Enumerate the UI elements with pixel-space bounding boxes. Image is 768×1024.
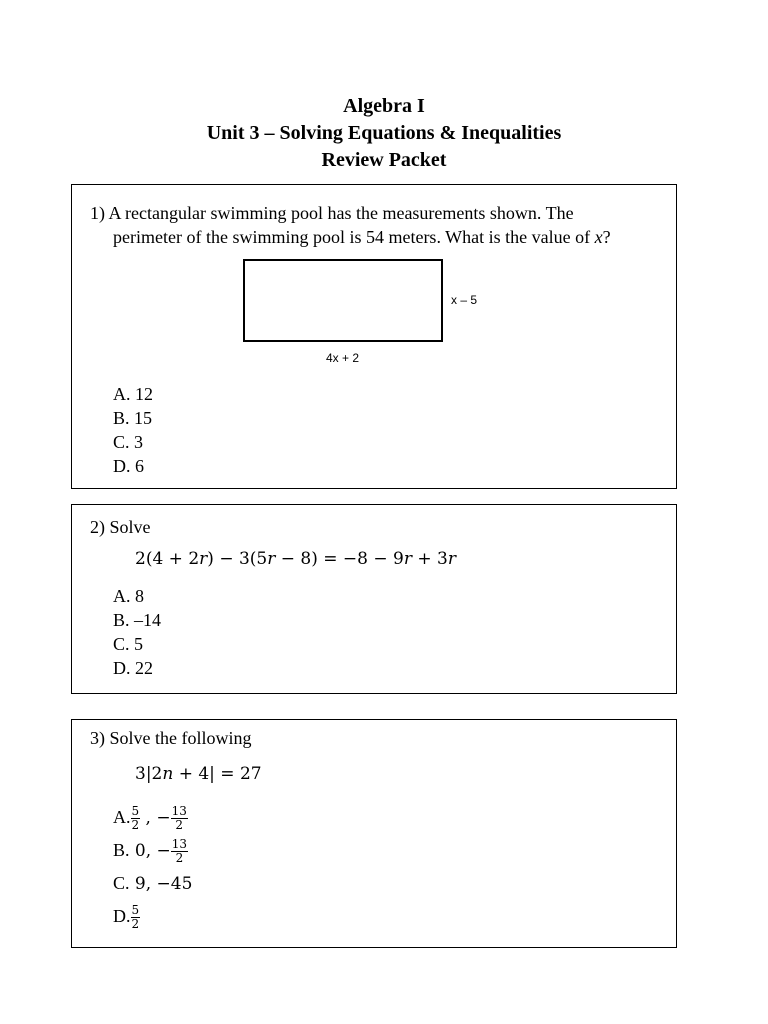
question-2-choices (113, 584, 161, 680)
choice-d[interactable]: D. 6 (113, 456, 144, 476)
question-3-equation: 3|2n + 4| = 27 (135, 764, 262, 784)
fraction: $\frac{13}{2}$ (171, 837, 188, 866)
choice-c[interactable]: C. 9, −45 (113, 873, 193, 894)
question-3-box (71, 719, 677, 948)
choice-b[interactable]: B. 15 (113, 408, 153, 428)
question-3-choices (113, 801, 192, 933)
choice-c[interactable]: C. 5 (113, 634, 144, 654)
choice-a[interactable]: A. $\frac{5}{2}$ , − $\frac{13}{2}$ (113, 804, 187, 833)
choice-c[interactable]: C. 3 (113, 432, 144, 452)
question-1-line-1: 1) A rectangular swimming pool has the measurements shown. The (90, 203, 574, 223)
choice-d[interactable]: D. 22 (113, 658, 153, 678)
question-2-box (71, 504, 677, 694)
question-2-equation: 2(4 + 2r) − 3(5r − 8) = −8 − 9r + 3r (135, 549, 457, 569)
question-3-prompt: 3) Solve the following (90, 728, 252, 748)
question-1-line-2: perimeter of the swimming pool is 54 meters. What is the value of x? (113, 227, 611, 247)
fraction: $\frac{5}{2}$ (131, 903, 140, 932)
choice-b[interactable]: B. –14 (113, 610, 162, 630)
pool-rectangle (243, 259, 443, 342)
packet-header (0, 93, 768, 174)
question-1-text (90, 201, 611, 249)
variable-x: x (594, 227, 603, 247)
question-1-box (71, 184, 677, 489)
pool-side-label: x – 5 (451, 293, 478, 307)
packet-title: Review Packet (321, 149, 447, 171)
choice-a[interactable]: A. 8 (113, 586, 144, 606)
choice-d[interactable]: D. $\frac{5}{2}$ (113, 903, 140, 932)
question-1-choices (113, 382, 153, 478)
fraction: $\frac{5}{2}$ (131, 804, 140, 833)
question-2-prompt: 2) Solve (90, 517, 151, 537)
course-title: Algebra I (343, 95, 425, 117)
pool-bottom-label: 4x + 2 (326, 351, 360, 365)
unit-title: Unit 3 – Solving Equations & Inequalities (206, 122, 562, 144)
choice-a[interactable]: A. 12 (113, 384, 153, 404)
choice-b[interactable]: B. 0, − $\frac{13}{2}$ (113, 837, 188, 866)
fraction: $\frac{13}{2}$ (171, 804, 187, 833)
